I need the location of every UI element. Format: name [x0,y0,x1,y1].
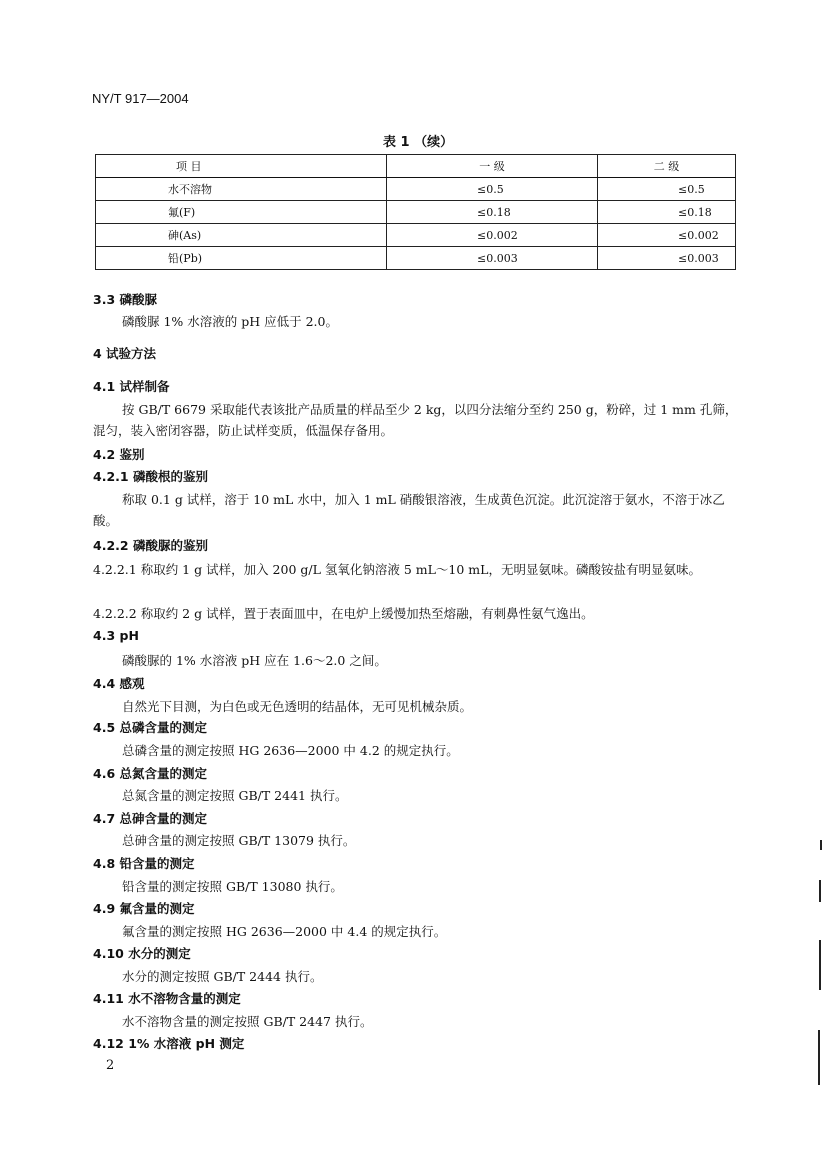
table-cell: 氟(F) [96,201,387,224]
column-header: 项 目 [96,155,387,178]
section-heading-4-2-2: 4.2.2 磷酸脲的鉴别 [93,538,208,553]
section-heading-4-7: 4.7 总砷含量的测定 [93,811,207,826]
column-header: 一 级 [387,155,598,178]
scan-edge-mark [819,880,821,902]
table-row [96,201,736,224]
section-text-4-9: 氟含量的测定按照 HG 2636—2000 中 4.4 的规定执行。 [122,924,447,939]
section-heading-4-11: 4.11 水不溶物含量的测定 [93,991,241,1006]
section-heading-4: 4 试验方法 [93,346,157,361]
section-text-4-2-1: 称取 0.1 g 试样，溶于 10 mL 水中，加入 1 mL 硝酸银溶液，生成黄色沉淀。此沉淀溶于氨水，不溶于冰乙酸。 [93,492,725,528]
table-header-row [96,155,736,178]
scan-edge-mark [819,940,821,990]
table-cell: ≤0.002 [387,224,598,247]
table-cell: ≤0.003 [598,247,736,270]
section-heading-4-5: 4.5 总磷含量的测定 [93,720,207,735]
table-cell: ≤0.5 [598,178,736,201]
section-text-4-10: 水分的测定按照 GB/T 2444 执行。 [122,969,323,984]
section-text-4-8: 铅含量的测定按照 GB/T 13080 执行。 [122,879,343,894]
page-number: 2 [106,1058,115,1073]
section-heading-4-8: 4.8 铅含量的测定 [93,856,195,871]
section-heading-4-2: 4.2 鉴别 [93,447,145,462]
table-row [96,224,736,247]
section-heading-3-3: 3.3 磷酸脲 [93,292,157,307]
section-text-4-2-2-1: 4.2.2.1 称取约 1 g 试样，加入 200 g/L 氢氧化钠溶液 5 mL～10 mL，无明显氨味。磷酸铵盐有明显氨味。 [93,562,701,577]
table-row [96,178,736,201]
table-row [96,247,736,270]
section-heading-4-6: 4.6 总氮含量的测定 [93,766,207,781]
table-cell: ≤0.18 [387,201,598,224]
section-text-4-11: 水不溶物含量的测定按照 GB/T 2447 执行。 [122,1014,373,1029]
spec-table [95,154,736,270]
scan-edge-mark [818,1030,820,1085]
column-header: 二 级 [598,155,736,178]
table-caption: 表 1 （续） [383,135,454,150]
table-cell: 砷(As) [96,224,387,247]
table-cell: 水不溶物 [96,178,387,201]
section-text-3-3: 磷酸脲 1% 水溶液的 pH 应低于 2.0。 [122,314,338,329]
section-text-4-7: 总砷含量的测定按照 GB/T 13079 执行。 [122,833,356,848]
section-text-4-2-2-2: 4.2.2.2 称取约 2 g 试样，置于表面皿中，在电炉上缓慢加热至熔融，有刺鼻性氨气逸出。 [93,606,594,621]
section-text-4-1: 按 GB/T 6679 采取能代表该批产品质量的样品至少 2 kg，以四分法缩分至约 250 g，粉碎，过 1 mm 孔筛，混匀，装入密闭容器，防止试样变质，低温保存备用。 [93,402,738,438]
table-cell: ≤0.5 [387,178,598,201]
section-text-4-6: 总氮含量的测定按照 GB/T 2441 执行。 [122,788,348,803]
section-heading-4-1: 4.1 试样制备 [93,379,170,394]
section-text-4-3: 磷酸脲的 1% 水溶液 pH 应在 1.6～2.0 之间。 [122,653,387,668]
table-cell: 铅(Pb) [96,247,387,270]
section-heading-4-3: 4.3 pH [93,628,139,643]
section-heading-4-4: 4.4 感观 [93,676,145,691]
section-heading-4-9: 4.9 氟含量的测定 [93,901,195,916]
section-heading-4-10: 4.10 水分的测定 [93,946,191,961]
scan-edge-mark [820,840,822,850]
table-cell: ≤0.003 [387,247,598,270]
section-heading-4-2-1: 4.2.1 磷酸根的鉴别 [93,469,208,484]
standard-number: NY/T 917—2004 [92,91,189,106]
section-text-4-5: 总磷含量的测定按照 HG 2636—2000 中 4.2 的规定执行。 [122,743,459,758]
section-text-4-4: 自然光下目测，为白色或无色透明的结晶体，无可见机械杂质。 [122,699,473,714]
table-cell: ≤0.18 [598,201,736,224]
section-heading-4-12: 4.12 1% 水溶液 pH 测定 [93,1036,245,1051]
table-cell: ≤0.002 [598,224,736,247]
